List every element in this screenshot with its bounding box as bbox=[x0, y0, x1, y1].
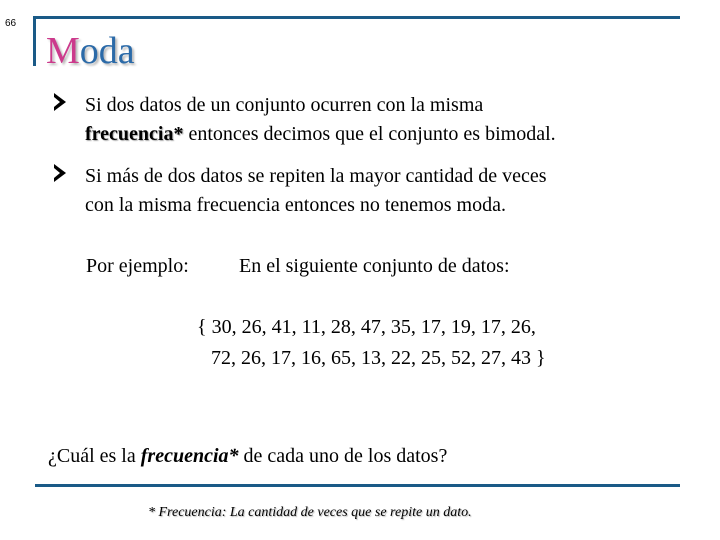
bottom-frame-line bbox=[35, 484, 680, 487]
slide-title bbox=[46, 28, 135, 74]
frecuencia-term: frecuencia* bbox=[85, 123, 184, 145]
arrow-bullet-icon bbox=[54, 164, 66, 182]
left-frame-line bbox=[33, 16, 36, 66]
bullet-no-mode-line1: Si más de dos datos se repiten la mayor cantidad de veces bbox=[85, 165, 547, 187]
data-set-line2: 72, 26, 17, 16, 65, 13, 22, 25, 52, 27, 43 } bbox=[211, 347, 546, 369]
title-rest: oda bbox=[79, 30, 135, 72]
question-before: ¿Cuál es la bbox=[48, 445, 141, 467]
bullet-no-mode-line2: con la misma frecuencia entonces no tenemos moda. bbox=[85, 194, 506, 216]
bullet-bimodal-line1: Si dos datos de un conjunto ocurren con la misma bbox=[85, 94, 484, 116]
question-emphasis: frecuencia* bbox=[140, 445, 239, 467]
title-initial: M bbox=[46, 30, 80, 72]
bullet-no-mode-text bbox=[85, 162, 675, 220]
page-number: 66 bbox=[5, 18, 17, 29]
question bbox=[48, 442, 447, 471]
top-frame-line bbox=[33, 16, 680, 19]
example-label: Por ejemplo: bbox=[86, 255, 189, 277]
data-set-line1: { 30, 26, 41, 11, 28, 47, 35, 17, 19, 17, 26, bbox=[197, 316, 536, 338]
bullet-bimodal-text bbox=[85, 91, 675, 149]
arrow-bullet-icon bbox=[54, 93, 66, 111]
example-intro: En el siguiente conjunto de datos: bbox=[239, 255, 510, 277]
footnote: * Frecuencia: La cantidad de veces que se repite un dato. bbox=[148, 505, 472, 520]
bullet-bimodal-line2 bbox=[85, 120, 675, 149]
question-after: de cada uno de los datos? bbox=[238, 445, 448, 467]
bullet-bimodal-line2-rest: entonces decimos que el conjunto es bimodal. bbox=[183, 123, 556, 145]
